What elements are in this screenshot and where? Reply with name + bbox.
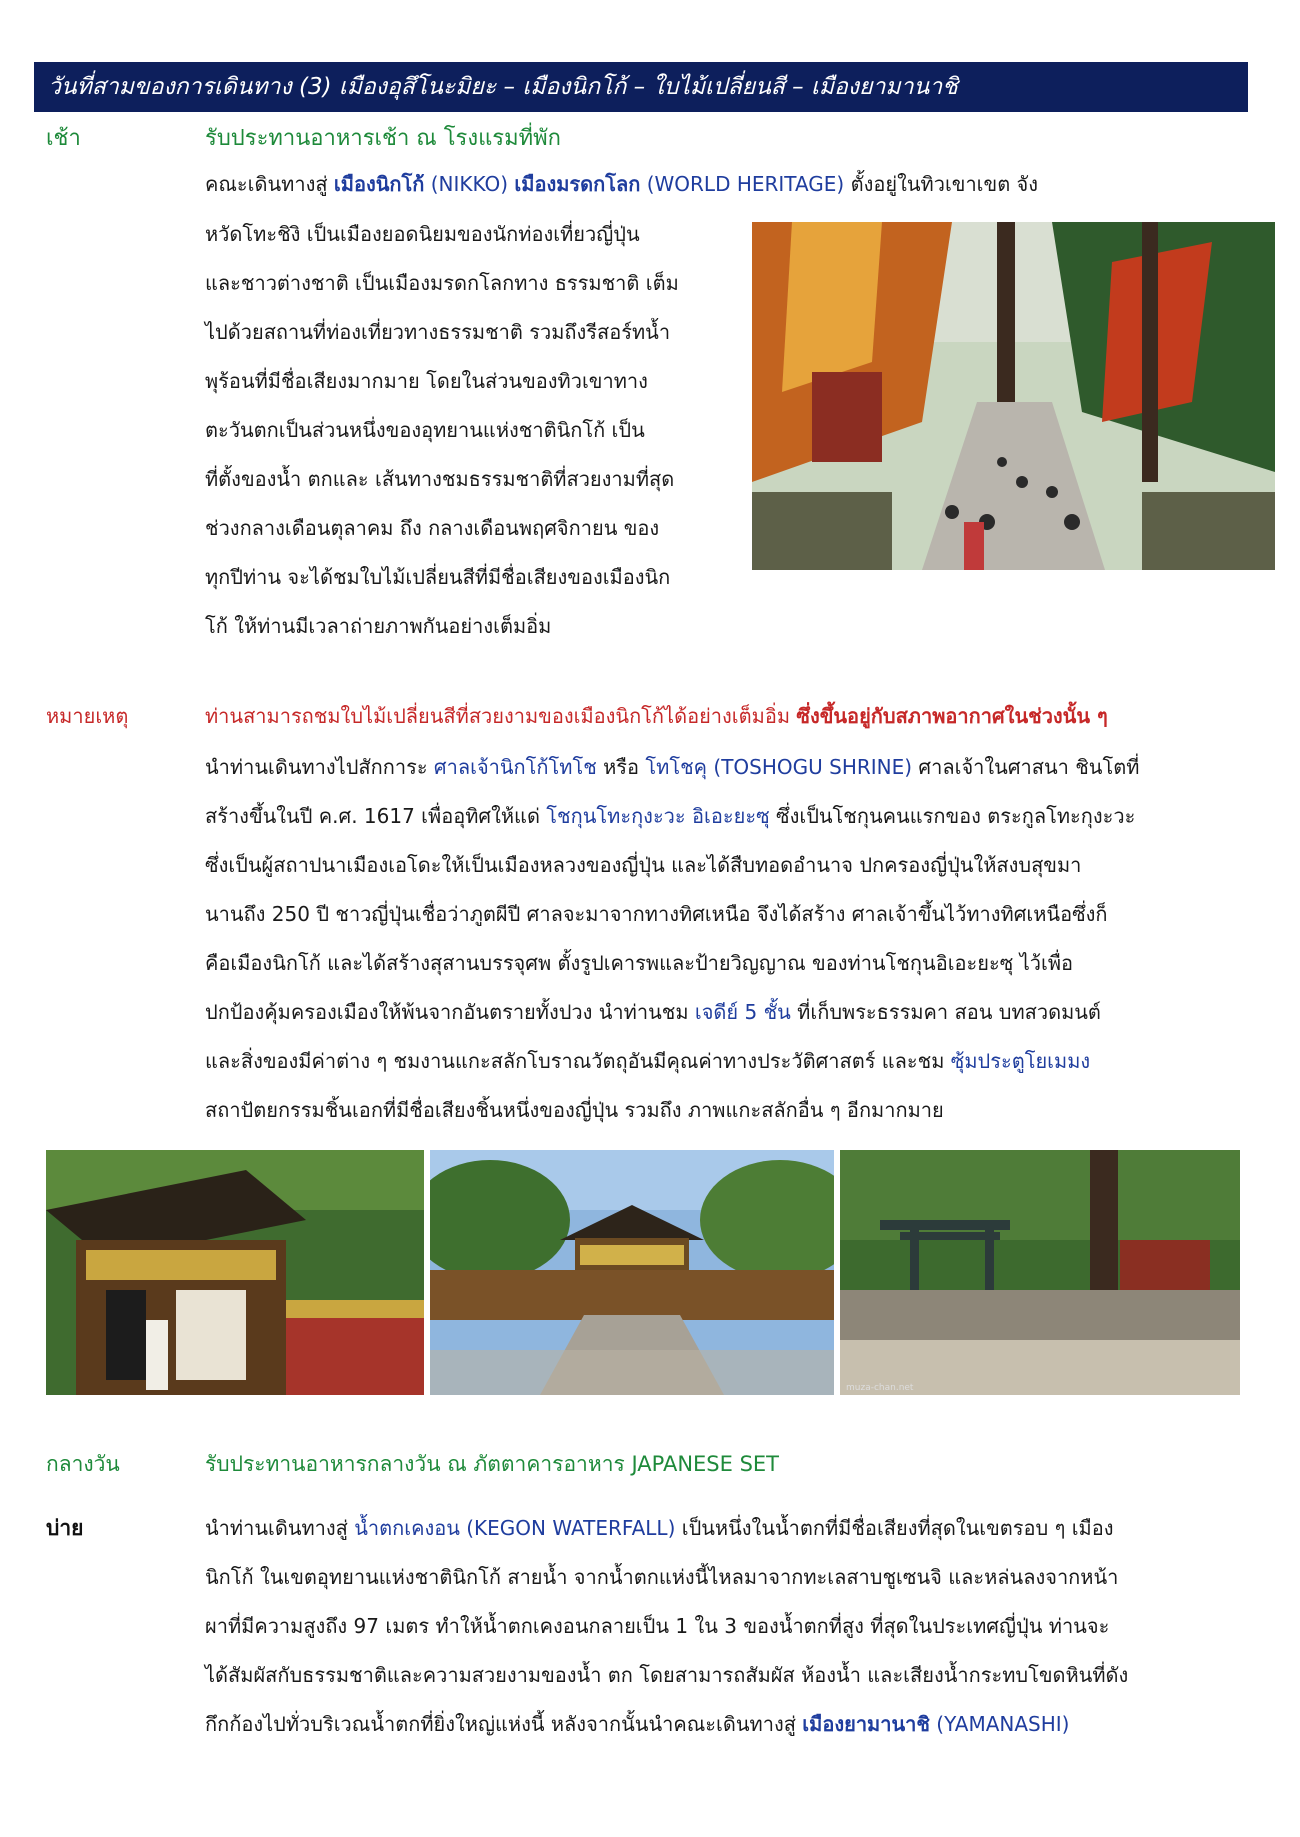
nikko-en: (NIKKO)	[424, 172, 515, 196]
note-emphasis: ซึ่งขึ้นอยู่กับสภาพอากาศในช่วงนั้น ๆ	[796, 704, 1108, 728]
toshogu-line	[205, 996, 1101, 1028]
afternoon-label: บ่าย	[46, 1516, 84, 1540]
shrine-photo-2	[430, 1150, 834, 1395]
morning-line: ทุกปีท่าน จะได้ชมใบไม้เปลี่ยนสีที่มีชื่อเสียงของเมืองนิก	[205, 565, 671, 589]
lunch-label: กลางวัน	[46, 1452, 120, 1476]
text-span: สร้างขึ้นในปี ค.ศ. 1617 เพื่ออุทิศให้แด่	[205, 804, 547, 828]
intro-tail: ตั้งอยู่ในทิวเขาเขต จัง	[844, 172, 1039, 196]
text-span: ปกป้องคุ้มครองเมืองให้พ้นจากอันตรายทั้งปวง นำท่านชม	[205, 1000, 695, 1024]
text-span: และสิ่งของมีค่าต่าง ๆ ชมงานแกะสลักโบราณวัตถุอันมีคุณค่าทางประวัติศาสตร์ และชม	[205, 1049, 951, 1073]
kegon-line	[205, 1708, 1069, 1740]
text-span: นำท่านเดินทางสู่	[205, 1516, 355, 1540]
heritage-highlight: เมืองมรดกโลก	[514, 172, 641, 196]
note-text	[205, 700, 1108, 732]
kegon-line: นิกโก้ ในเขตอุทยานแห่งชาตินิกโก้ สายน้ำ จากน้ำตกแห่งนี้ไหลมาจากทะเลสาบชูเซนจิ และหล่นลงจากหน้า	[205, 1565, 1119, 1589]
morning-line: หวัดโทะชิงิ เป็นเมืองยอดนิยมของนักท่องเที่ยวญี่ปุ่น	[205, 222, 640, 246]
intro-text: คณะเดินทางสู่	[205, 172, 334, 196]
morning-line: ที่ตั้งของน้ำ ตกและ เส้นทางชมธรรมชาติที่สวยงามที่สุด	[205, 467, 675, 491]
breakfast-text: รับประทานอาหารเช้า ณ โรงแรมที่พัก	[205, 126, 561, 151]
note-main: ท่านสามารถชมใบไม้เปลี่ยนสีที่สวยงามของเมืองนิกโก้ได้อย่างเต็มอิ่ม	[205, 704, 797, 728]
morning-line: โก้ ให้ท่านมีเวลาถ่ายภาพกันอย่างเต็มอิ่ม	[205, 614, 552, 638]
morning-line: ตะวันตกเป็นส่วนหนึ่งของอุทยานแห่งชาตินิกโก้ เป็น	[205, 418, 645, 442]
yamanashi-en: (YAMANASHI)	[929, 1712, 1070, 1736]
morning-line: และชาวต่างชาติ เป็นเมืองมรดกโลกทาง ธรรมชาติ เต็ม	[205, 271, 679, 295]
yamanashi-name: เมืองยามานาชิ	[802, 1712, 930, 1736]
kegon-line: ผาที่มีความสูงถึง 97 เมตร ทำให้น้ำตกเคงอนกลายเป็น 1 ใน 3 ของน้ำตกที่สูง ที่สุดในประเทศญี่ปุ่น ท่านจะ	[205, 1614, 1110, 1638]
text-span: เป็นหนึ่งในน้ำตกที่มีชื่อเสียงที่สุดในเขตรอบ ๆ เมือง	[675, 1516, 1114, 1540]
pagoda-name: เจดีย์ 5 ชั้น	[694, 1000, 791, 1024]
toshogu-line: นานถึง 250 ปี ชาวญี่ปุ่นเชื่อว่าภูตผีปี ศาลจะมาจากทางทิศเหนือ จึงได้สร้าง ศาลเจ้าขึ้นไว้ทางทิศเหนือซึ่งก็	[205, 902, 1108, 926]
lunch-text: รับประทานอาหารกลางวัน ณ ภัตตาคารอาหาร JAPANESE SET	[205, 1452, 779, 1476]
text-span: ที่เก็บพระธรรมคา สอน บทสวดมนต์	[790, 1000, 1101, 1024]
photo-watermark: muza-chan.net	[846, 1383, 914, 1393]
toshogu-line	[205, 800, 1135, 832]
toshogu-name: โทโชคุ (TOSHOGU SHRINE)	[645, 755, 913, 779]
note-label: หมายเหตุ	[46, 704, 129, 728]
shrine-photo-3	[840, 1150, 1240, 1395]
morning-intro	[205, 168, 1038, 200]
morning-label: เช้า	[46, 126, 81, 151]
text-span: ซึ่งเป็นโชกุนคนแรกของ ตระกูลโทะกุงะวะ	[769, 804, 1136, 828]
kegon-line: ได้สัมผัสกับธรรมชาติและความสวยงามของน้ำ ตก โดยสามารถสัมผัส ห้องน้ำ และเสียงน้ำกระทบโขดหินที่ดัง	[205, 1663, 1129, 1687]
text-span: นำท่านเดินทางไปสักการะ	[205, 755, 434, 779]
kegon-name: น้ำตกเคงอน (KEGON WATERFALL)	[354, 1516, 676, 1540]
nikko-highlight: เมืองนิกโก้	[333, 172, 425, 196]
heritage-en: (WORLD HERITAGE)	[640, 172, 845, 196]
day-header: วันที่สามของการเดินทาง (3) เมืองอุสึโนะมิยะ – เมืองนิกโก้ – ใบไม้เปลี่ยนสี – เมืองยามานาชิ	[34, 62, 1248, 112]
toshogu-line	[205, 751, 1139, 783]
yomeimon-name: ซุ้มประตูโยเมมง	[950, 1049, 1091, 1073]
text-span: หรือ	[596, 755, 646, 779]
text-span: กึกก้องไปทั่วบริเวณน้ำตกที่ยิ่งใหญ่แห่งนี้ หลังจากนั้นนำคณะเดินทางสู่	[205, 1712, 803, 1736]
shrine-photo-1	[46, 1150, 424, 1395]
shogun-name: โชกุนโทะกุงะวะ อิเอะยะซุ	[546, 804, 770, 828]
toshogu-line: ซึ่งเป็นผู้สถาปนาเมืองเอโดะให้เป็นเมืองหลวงของญี่ปุ่น และได้สืบทอดอำนาจ ปกครองญี่ปุ่นให้สงบสุขมา	[205, 853, 1082, 877]
kegon-line	[205, 1512, 1114, 1544]
text-span: ศาลเจ้าในศาสนา ชินโตที่	[912, 755, 1140, 779]
morning-line: พุร้อนที่มีชื่อเสียงมากมาย โดยในส่วนของทิวเขาทาง	[205, 369, 648, 393]
toshogu-line: สถาปัตยกรรมชิ้นเอกที่มีชื่อเสียงชิ้นหนึ่งของญี่ปุ่น รวมถึง ภาพแกะสลักอื่น ๆ อีกมากมาย	[205, 1098, 944, 1122]
morning-line: ช่วงกลางเดือนตุลาคม ถึง กลางเดือนพฤศจิกายน ของ	[205, 516, 660, 540]
autumn-path-photo	[752, 222, 1275, 570]
toshogu-line: คือเมืองนิกโก้ และได้สร้างสุสานบรรจุศพ ตั้งรูปเคารพและป้ายวิญญาณ ของท่านโชกุนอิเอะยะซุ ไว้เพื่อ	[205, 951, 1074, 975]
toshogu-line	[205, 1045, 1090, 1077]
morning-line: ไปด้วยสถานที่ท่องเที่ยวทางธรรมชาติ รวมถึงรีสอร์ทน้ำ	[205, 320, 671, 344]
shrine-name: ศาลเจ้านิกโก้โทโช	[433, 755, 597, 779]
